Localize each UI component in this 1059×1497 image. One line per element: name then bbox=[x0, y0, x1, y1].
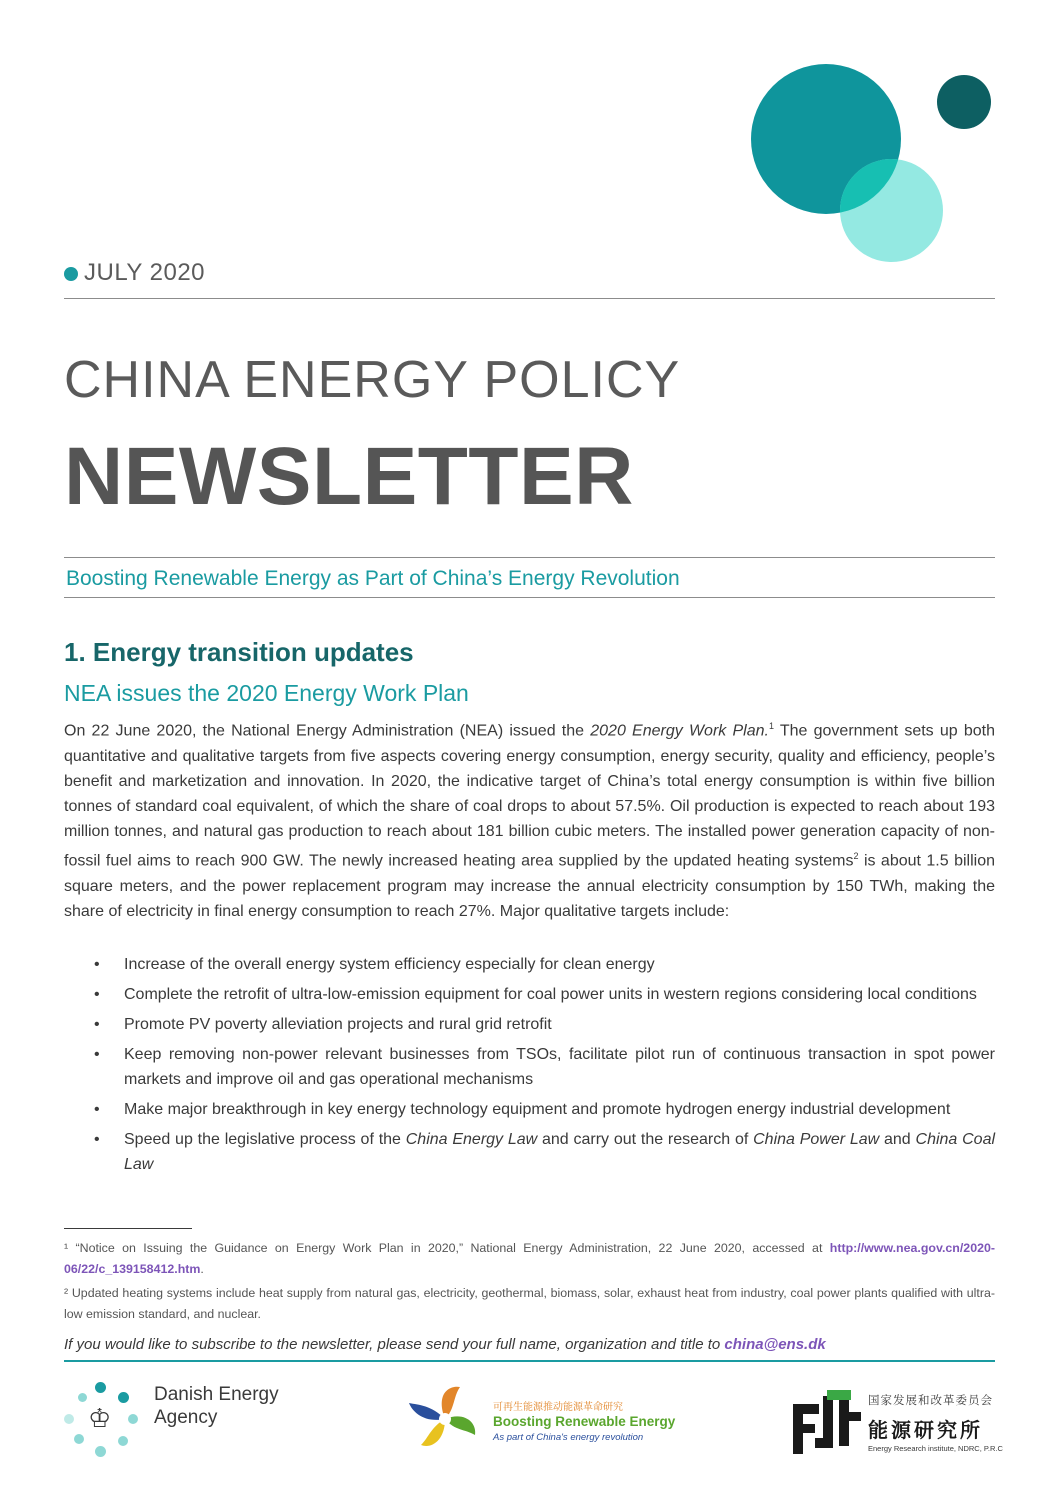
list-item: • Complete the retrofit of ultra-low-emission equipment for coal power units in western regions considering local conditions bbox=[94, 986, 977, 1004]
footnote-ref[interactable]: 2 bbox=[853, 851, 859, 862]
pinwheel-icon bbox=[405, 1383, 483, 1455]
decorative-circle-overlap bbox=[751, 64, 901, 214]
date-bullet-icon bbox=[64, 267, 78, 281]
section-heading: 1. Energy transition updates bbox=[64, 637, 414, 667]
divider bbox=[64, 298, 995, 299]
footnote-2: ² Updated heating systems include heat supply from natural gas, electricity, geothermal, biomass, solar, exhaust heat from industry, coal power plants qualified with ultra-low emission standard, and nuclear. bbox=[64, 1286, 995, 1321]
eri-chinese-name: 能源研究所 bbox=[868, 1418, 983, 1442]
eri-parent-name: 国家发展和改革委员会 bbox=[868, 1393, 993, 1407]
list-item: • Speed up the legislative process of the China Energy Law and carry out the research of China Power Law and China Coal Law bbox=[94, 1131, 996, 1173]
bre-english-name: Boosting Renewable Energy bbox=[493, 1414, 676, 1429]
dea-name: Danish Energy Agency bbox=[154, 1384, 279, 1428]
list-item: • Increase of the overall energy system efficiency especially for clean energy bbox=[94, 956, 655, 973]
divider bbox=[64, 557, 995, 558]
subscribe-email-link[interactable]: china@ens.dk bbox=[724, 1336, 826, 1353]
body-paragraph: On 22 June 2020, the National Energy Administration (NEA) issued the 2020 Energy Work Plan.$^1$ The government sets up both quantitative and qualitative targets from five aspects covering energy consumption, energy security, quality and efficiency, people’s benefit and marketization and innovation. In 2020, the indicative target of China’s total energy consumption is within five billion tonnes of standard coal equivalent, of which the share of coal drops to about 57.5%. Oil production is expected to reach about 193 million tonnes, and natural gas production to reach about 181 billion cubic meters. The installed power generation capacity of non-fossil fuel aims to reach 900 GW. The newly increased heating area supplied by the updated heating systems$^2$ is about 1.5 billion square meters, and the power replacement program may increase the annual electricity consumption by 150 TWh, making the share of electricity in final energy consumption to reach 27%. Major qualitative targets include: bbox=[64, 721, 996, 921]
footnote-1: ¹ “Notice on Issuing the Guidance on Energy Work Plan in 2020,” National Energy Administration, 22 June 2020, accessed at http://www.nea.gov.cn/2020-06/22/c_139158412.htm. bbox=[64, 1241, 995, 1276]
bre-tagline: As part of China's energy revolution bbox=[493, 1432, 644, 1443]
issue-date: JULY 2020 bbox=[84, 259, 206, 286]
newsletter-subtitle: Boosting Renewable Energy as Part of China’s Energy Revolution bbox=[66, 567, 680, 590]
footnote-divider bbox=[64, 1228, 192, 1229]
footnotes bbox=[64, 1238, 995, 1328]
divider bbox=[64, 597, 995, 598]
decorative-circle-small bbox=[937, 75, 991, 129]
section-subheading: NEA issues the 2020 Energy Work Plan bbox=[64, 680, 469, 706]
list-item: • Promote PV poverty alleviation projects and rural grid retrofit bbox=[94, 1016, 552, 1034]
footnote-ref[interactable]: 1 bbox=[768, 721, 774, 731]
newsletter-kicker: CHINA ENERGY POLICY bbox=[64, 351, 681, 409]
eri-english-name: Energy Research institute, NDRC, P.R.C bbox=[868, 1444, 1003, 1453]
subscribe-note: If you would like to subscribe to the newsletter, please send your full name, organization and title to china@ens.dk bbox=[64, 1336, 826, 1353]
newsletter-title: NEWSLETTER bbox=[64, 431, 634, 522]
footnote-link[interactable]: http://www.nea.gov.cn/2020-06/22/c_139158412.htm bbox=[64, 1241, 995, 1276]
crown-icon: ♔ bbox=[88, 1404, 112, 1434]
list-item: • Keep removing non-power relevant businesses from TSOs, facilitate pilot run of continuous transaction in spot power markets and improve oil and gas operational mechanisms bbox=[94, 1046, 995, 1088]
target-list bbox=[64, 953, 995, 1183]
footer-divider bbox=[64, 1360, 995, 1362]
eri-emblem-icon bbox=[793, 1390, 863, 1456]
bre-chinese-name: 可再生能源推动能源革命研究 bbox=[493, 1402, 623, 1413]
list-item: • Make major breakthrough in key energy technology equipment and promote hydrogen energy industrial development bbox=[94, 1100, 951, 1118]
